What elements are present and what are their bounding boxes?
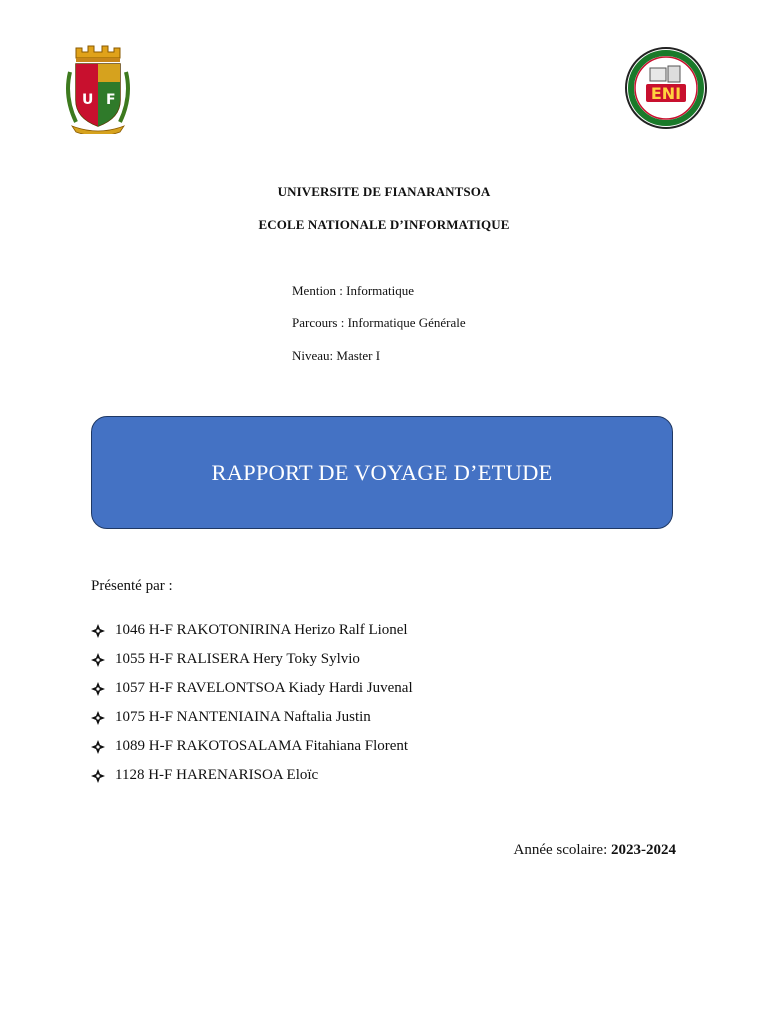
school-name: ECOLE NATIONALE D’INFORMATIQUE xyxy=(258,217,510,232)
report-title-banner xyxy=(91,416,673,529)
university-coat-of-arms-logo xyxy=(62,42,134,134)
svg-text:ENI: ENI xyxy=(650,84,682,103)
eni-school-seal-logo xyxy=(624,46,708,130)
university-name: UNIVERSITE DE FIANARANTSOA xyxy=(277,184,491,199)
svg-text:F: F xyxy=(106,92,116,108)
member-name: 1089 H-F RAKOTOSALAMA Fitahiana Florent xyxy=(115,738,409,754)
diamond-bullet-icon xyxy=(91,653,115,667)
member-name: 1057 H-F RAVELONTSOA Kiady Hardi Juvenal xyxy=(115,680,413,696)
svg-text:U: U xyxy=(82,92,94,108)
member-name: 1055 H-F RALISERA Hery Toky Sylvio xyxy=(115,651,360,667)
academic-year-label: Année scolaire: xyxy=(513,842,608,858)
niveau-line: Niveau: Master I xyxy=(292,348,381,363)
list-item xyxy=(91,616,413,645)
member-list xyxy=(91,616,413,790)
list-item xyxy=(91,761,413,790)
list-item xyxy=(91,674,413,703)
member-name: 1128 H-F HARENARISOA Eloïc xyxy=(115,767,319,783)
academic-year-value: 2023-2024 xyxy=(611,842,676,858)
diamond-bullet-icon xyxy=(91,740,115,754)
diamond-bullet-icon xyxy=(91,711,115,725)
presented-by-label: Présenté par : xyxy=(91,578,173,594)
academic-year xyxy=(514,842,676,859)
list-item xyxy=(91,732,413,761)
mention-line: Mention : Informatique xyxy=(292,283,415,298)
list-item xyxy=(91,645,413,674)
list-item xyxy=(91,703,413,732)
diamond-bullet-icon xyxy=(91,769,115,783)
report-title: RAPPORT DE VOYAGE D’ETUDE xyxy=(211,459,553,485)
member-name: 1046 H-F RAKOTONIRINA Herizo Ralf Lionel xyxy=(115,622,408,638)
diamond-bullet-icon xyxy=(91,682,115,696)
diamond-bullet-icon xyxy=(91,624,115,638)
member-name: 1075 H-F NANTENIAINA Naftalia Justin xyxy=(115,709,371,725)
parcours-line: Parcours : Informatique Générale xyxy=(292,315,466,330)
